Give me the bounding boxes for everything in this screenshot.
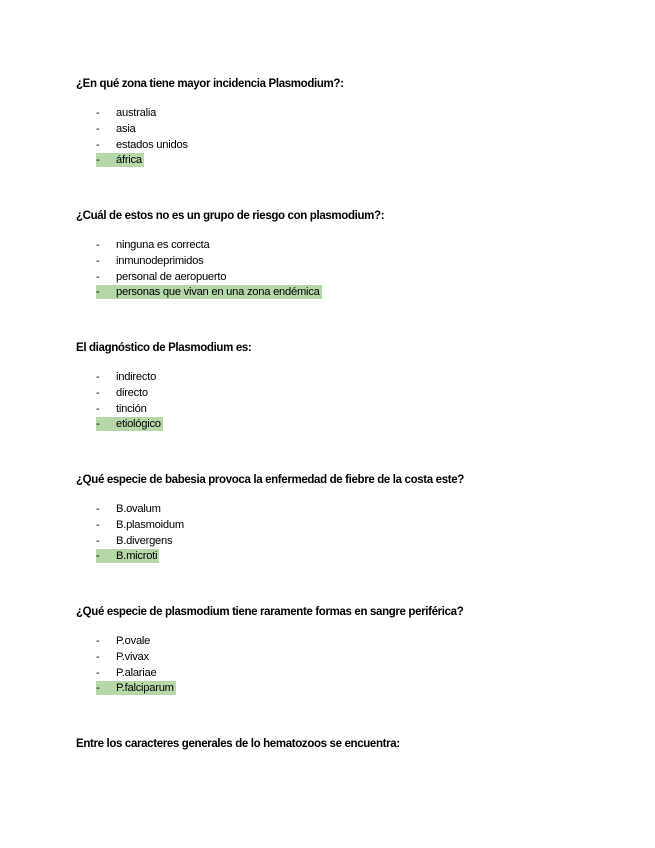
answer-list: [76, 238, 636, 301]
answer-list: [76, 502, 636, 565]
answer-text: personas que vivan en una zona endémica: [116, 286, 320, 299]
bullet-dash: -: [96, 122, 100, 135]
bullet-dash: -: [96, 286, 100, 299]
answer-option: [76, 518, 636, 534]
answer-text: australia: [116, 107, 157, 119]
question-3: [76, 341, 636, 433]
answer-option-correct: [76, 681, 636, 697]
answer-option: [76, 386, 636, 402]
question-title: El diagnóstico de Plasmodium es:: [76, 342, 252, 354]
answer-list: [76, 370, 636, 433]
answer-option: [76, 666, 636, 682]
answer-text: personal de aeropuerto: [116, 270, 227, 283]
bullet-dash: -: [96, 239, 100, 251]
answer-text: indirecto: [116, 371, 157, 383]
answer-text: áfrica: [116, 154, 142, 167]
bullet-dash: -: [96, 550, 100, 563]
answer-text: P.alariae: [116, 666, 157, 679]
answer-option-correct: [76, 153, 636, 169]
answer-text: B.divergens: [116, 534, 173, 547]
answer-option: [76, 534, 636, 550]
bullet-dash: -: [96, 386, 100, 399]
answer-text: B.ovalum: [116, 503, 161, 515]
answer-option: [76, 254, 636, 270]
answer-text: etiológico: [116, 418, 161, 431]
answer-option-correct: [76, 285, 636, 301]
bullet-dash: -: [96, 518, 100, 531]
question-1: [76, 77, 636, 169]
answer-text: P.falciparum: [116, 682, 174, 695]
answer-option: [76, 238, 636, 254]
answer-text: estados unidos: [116, 138, 188, 151]
bullet-dash: -: [96, 107, 100, 119]
answer-option: [76, 270, 636, 286]
question-title: ¿Qué especie de plasmodium tiene raramente formas en sangre periférica?: [76, 606, 464, 618]
bullet-dash: -: [96, 402, 100, 415]
answer-text: ninguna es correcta: [116, 239, 210, 251]
bullet-dash: -: [96, 650, 100, 663]
answer-option: [76, 106, 636, 122]
answer-option-correct: [76, 417, 636, 433]
question-4: [76, 473, 636, 565]
answer-option: [76, 122, 636, 138]
answer-text: directo: [116, 386, 148, 399]
answer-option: [76, 502, 636, 518]
bullet-dash: -: [96, 270, 100, 283]
answer-option: [76, 650, 636, 666]
question-title: ¿Cuál de estos no es un grupo de riesgo con plasmodium?:: [76, 210, 385, 222]
question-title: ¿Qué especie de babesia provoca la enfermedad de fiebre de la costa este?: [76, 474, 464, 486]
answer-option-correct: [76, 549, 636, 565]
answer-option: [76, 370, 636, 386]
bullet-dash: -: [96, 371, 100, 383]
bullet-dash: -: [96, 635, 100, 647]
answer-list: [76, 106, 636, 169]
bullet-dash: -: [96, 503, 100, 515]
answer-text: tinción: [116, 402, 147, 415]
answer-option: [76, 634, 636, 650]
bullet-dash: -: [96, 666, 100, 679]
bullet-dash: -: [96, 418, 100, 431]
answer-option: [76, 138, 636, 154]
bullet-dash: -: [96, 534, 100, 547]
bullet-dash: -: [96, 154, 100, 167]
answer-text: P.ovale: [116, 635, 151, 647]
bullet-dash: -: [96, 682, 100, 695]
question-2: [76, 209, 636, 301]
question-title: Entre los caracteres generales de lo hematozoos se encuentra:: [76, 738, 400, 750]
bullet-dash: -: [96, 254, 100, 267]
answer-text: asia: [116, 122, 136, 135]
answer-text: B.microti: [116, 550, 158, 563]
answer-list: [76, 634, 636, 697]
answer-text: P.vivax: [116, 650, 149, 663]
answer-option: [76, 402, 636, 418]
question-6: [76, 737, 636, 751]
answer-text: B.plasmoidum: [116, 518, 184, 531]
bullet-dash: -: [96, 138, 100, 151]
answer-text: inmunodeprimidos: [116, 254, 204, 267]
question-5: [76, 605, 636, 697]
question-title: ¿En qué zona tiene mayor incidencia Plasmodium?:: [76, 78, 344, 90]
